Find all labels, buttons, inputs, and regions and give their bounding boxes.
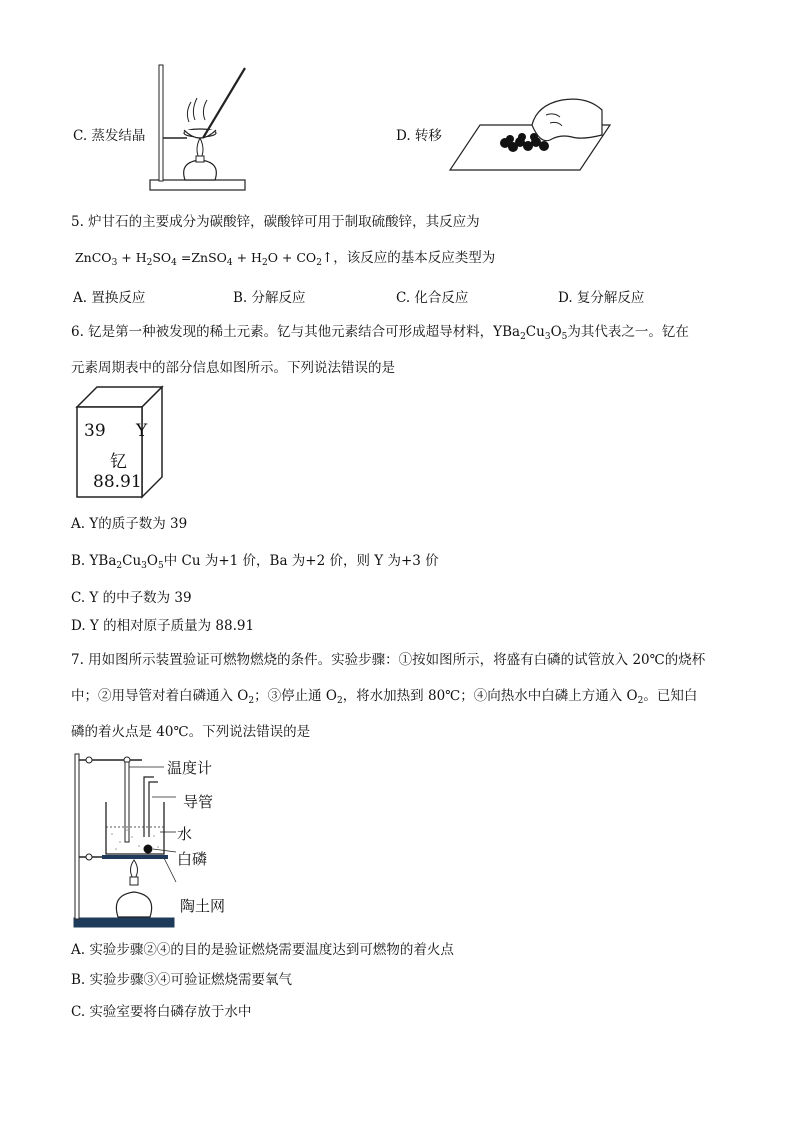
label-tube: 导管 — [183, 793, 214, 811]
combustion-apparatus-figure — [72, 752, 182, 932]
q5-equation: ZnCO$_3$ + $H_2SO_4$ =ZnSO$_4$ + $H_2O$ + $CO_2↑$，该反应的基本反应类型为 — [75, 250, 496, 268]
q5-option-a: A. 置换反应 — [73, 290, 146, 306]
q4-option-d: D. 转移 — [396, 128, 442, 144]
q5-option-d: D. 复分解反应 — [558, 290, 645, 306]
q6-stem-line2: 元素周期表中的部分信息如图所示。下列说法错误的是 — [71, 360, 395, 376]
label-ceramic-mesh: 陶土网 — [180, 897, 226, 915]
q5-option-b: B. 分解反应 — [233, 290, 306, 306]
q6-option-a: A. Y的质子数为 39 — [71, 516, 188, 532]
q7-option-a: A. 实验步骤②④的目的是验证燃烧需要温度达到可燃物的着火点 — [71, 942, 454, 958]
element-atomic-number: 39 — [84, 421, 106, 441]
q4-option-c: C. 蒸发结晶 — [73, 128, 146, 144]
q7-option-b: B. 实验步骤③④可验证燃烧需要氧气 — [71, 972, 293, 988]
element-symbol: Y — [136, 421, 148, 441]
q6-stem-line1: 6. 钇是第一种被发现的稀土元素。钇与其他元素结合可形成超导材料，$YBa_2Cu_3O_5$为其代表之一。钇在 — [71, 324, 689, 342]
label-water: 水 — [177, 825, 193, 843]
element-mass: 88.91 — [93, 472, 142, 492]
q7-stem-line2: 中；②用导管对着白磷通入 $O_2$；③停止通 $O_2$，将水加热到 80℃；④向热水中白磷上方通入 $O_2$。已知白 — [71, 688, 698, 706]
q7-stem-line3: 磷的着火点是 40℃。下列说法错误的是 — [71, 724, 311, 740]
label-white-phosphorus: 白磷 — [177, 850, 208, 868]
evaporation-apparatus-figure — [145, 60, 255, 195]
q5-option-c: C. 化合反应 — [396, 290, 469, 306]
label-thermometer: 温度计 — [167, 759, 213, 777]
q6-option-c: C. Y 的中子数为 39 — [71, 590, 192, 606]
q5-stem: 5. 炉甘石的主要成分为碳酸锌，碳酸锌可用于制取硫酸锌，其反应为 — [71, 214, 480, 230]
element-name: 钇 — [110, 452, 127, 472]
transfer-hand-figure — [450, 95, 620, 175]
q6-option-b: B. $YBa_2Cu_3O_5$中 Cu 为+1 价，Ba 为+2 价，则 Y 为+3 价 — [71, 553, 439, 571]
q7-option-c: C. 实验室要将白磷存放于水中 — [71, 1004, 252, 1020]
q6-option-d: D. Y 的相对原子质量为 88.91 — [71, 618, 255, 634]
q7-stem-line1: 7. 用如图所示装置验证可燃物燃烧的条件。实验步骤：①按如图所示，将盛有白磷的试管放入 20℃的烧杯 — [71, 652, 706, 668]
